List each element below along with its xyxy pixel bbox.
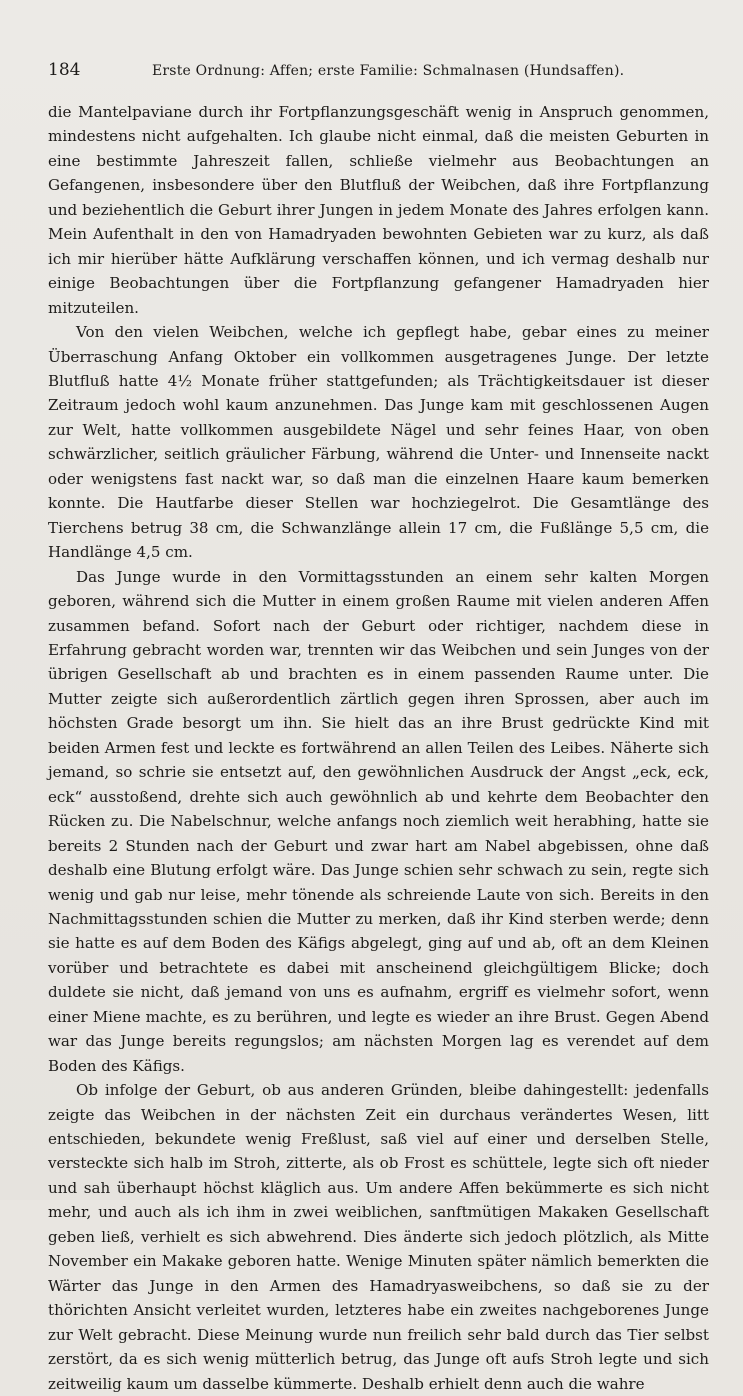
- paragraph: Das Junge wurde in den Vormittagsstunden an einem sehr kalten Morgen geboren, während sich die Mutter in einem großen Raume mit vielen anderen Affen zusammen befand. Sofort nach der Geburt oder richtiger, nachdem diese in Erfahrung gebracht worden war, trennten wir das Weibchen und sein Junges von der übrigen Gesellschaft ab und brachten es in einem passenden Raume unter. Die Mutter zeigte sich außerordentlich zärtlich gegen ihren Sprossen, aber auch im höchsten Grade besorgt um ihn. Sie hielt das an ihre Brust gedrückte Kind mit beiden Armen fest und leckte es fortwährend an allen Teilen des Leibes. Näherte sich jemand, so schrie sie entsetzt auf, den gewöhnlichen Ausdruck der Angst „eck, eck, eck“ ausstoßend, drehte sich auch gewöhnlich ab und kehrte dem Beobachter den Rücken zu. Die Nabelschnur, welche anfangs noch ziemlich weit herabhing, hatte sie bereits 2 Stunden nach der Geburt und zwar hart am Nabel abgebissen, ohne daß deshalb eine Blutung erfolgt wäre. Das Junge schien sehr schwach zu sein, regte sich wenig und gab nur leise, mehr tönende als schreiende Laute von sich. Bereits in den Nachmittagsstunden schien die Mutter zu merken, daß ihr Kind sterben werde; denn sie hatte es auf dem Boden des Käfigs abgelegt, ging auf und ab, oft an dem Kleinen vorüber und betrachtete es dabei mit anscheinend gleichgültigem Blicke; doch duldete sie nicht, daß jemand von uns es aufnahm, ergriff es vielmehr sofort, wenn einer Miene machte, es zu berühren, und legte es wieder an ihre Brust. Gegen Abend war das Junge bereits regungslos; am nächsten Morgen lag es verendet auf dem Boden des Käfigs.: [48, 567, 709, 1075]
- body-text: [48, 100, 709, 1396]
- paragraph: Von den vielen Weibchen, welche ich gepflegt habe, gebar eines zu meiner Überraschung Anfang Oktober ein vollkommen ausgetragenes Junge. Der letzte Blutfluß hatte 4½ Monate früher stattgefunden; als Trächtigkeitsdauer ist dieser Zeitraum jedoch wohl kaum anzunehmen. Das Junge kam mit geschlossenen Augen zur Welt, hatte vollkommen ausgebildete Nägel und sehr feines Haar, von oben schwärzlicher, seitlich gräulicher Färbung, während die Unter- und Innenseite nackt oder wenigstens fast nackt war, so daß man die einzelnen Haare kaum bemerken konnte. Die Hautfarbe dieser Stellen war hochziegelrot. Die Gesamtlänge des Tierchens betrug 38 cm, die Schwanzlänge allein 17 cm, die Fußlänge 5,5 cm, die Handlänge 4,5 cm.: [48, 323, 709, 562]
- paragraph: die Mantelpaviane durch ihr Fortpflanzungsgeschäft wenig in Anspruch genommen, mindestens nicht aufgehalten. Ich glaube nicht einmal, daß die meisten Geburten in eine bestimmte Jahreszeit fallen, schließe vielmehr aus Beobachtungen an Gefangenen, insbesondere über den Blutfluß der Weibchen, daß ihre Fortpflanzung und beziehentlich die Geburt ihrer Jungen in jedem Monate des Jahres erfolgen kann. Mein Aufenthalt in den von Hamadryaden bewohnten Gebieten war zu kurz, als daß ich mir hierüber hätte Aufklärung verschaffen können, und ich vermag deshalb nur einige Beobachtungen über die Fortpflanzung gefangener Hamadryaden hier mitzuteilen.: [48, 103, 709, 317]
- page-number: 184: [48, 60, 81, 80]
- paragraph: Ob infolge der Geburt, ob aus anderen Gründen, bleibe dahingestellt: jedenfalls zeigte das Weibchen in der nächsten Zeit ein durchaus verändertes Wesen, litt entschieden, bekundete wenig Freßlust, saß viel auf einer und derselben Stelle, versteckte sich halb im Stroh, zitterte, als ob Frost es schüttele, legte sich oft nieder und sah überhaupt höchst kläglich aus. Um andere Affen bekümmerte es sich nicht mehr, und auch als ich ihm in zwei weiblichen, sanftmütigen Makaken Gesellschaft geben ließ, verhielt es sich abwehrend. Dies änderte sich jedoch plötzlich, als Mitte November ein Makake geboren hatte. Wenige Minuten später nämlich bemerkten die Wärter das Junge in den Armen des Hamadryasweibchens, so daß sie zu der thörichten Ansicht verleitet wurden, letzteres habe ein zweites nachgeborenes Junge zur Welt gebracht. Diese Meinung wurde nun freilich sehr bald durch das Tier selbst zerstört, da es sich wenig mütterlich betrug, das Junge oft aufs Stroh legte und sich zeitweilig kaum um dasselbe kümmerte. Deshalb erhielt denn auch die wahre: [48, 1081, 709, 1393]
- running-head: Erste Ordnung: Affen; erste Familie: Schmalnasen (Hundsaffen).: [152, 63, 625, 79]
- page-header: [48, 60, 709, 96]
